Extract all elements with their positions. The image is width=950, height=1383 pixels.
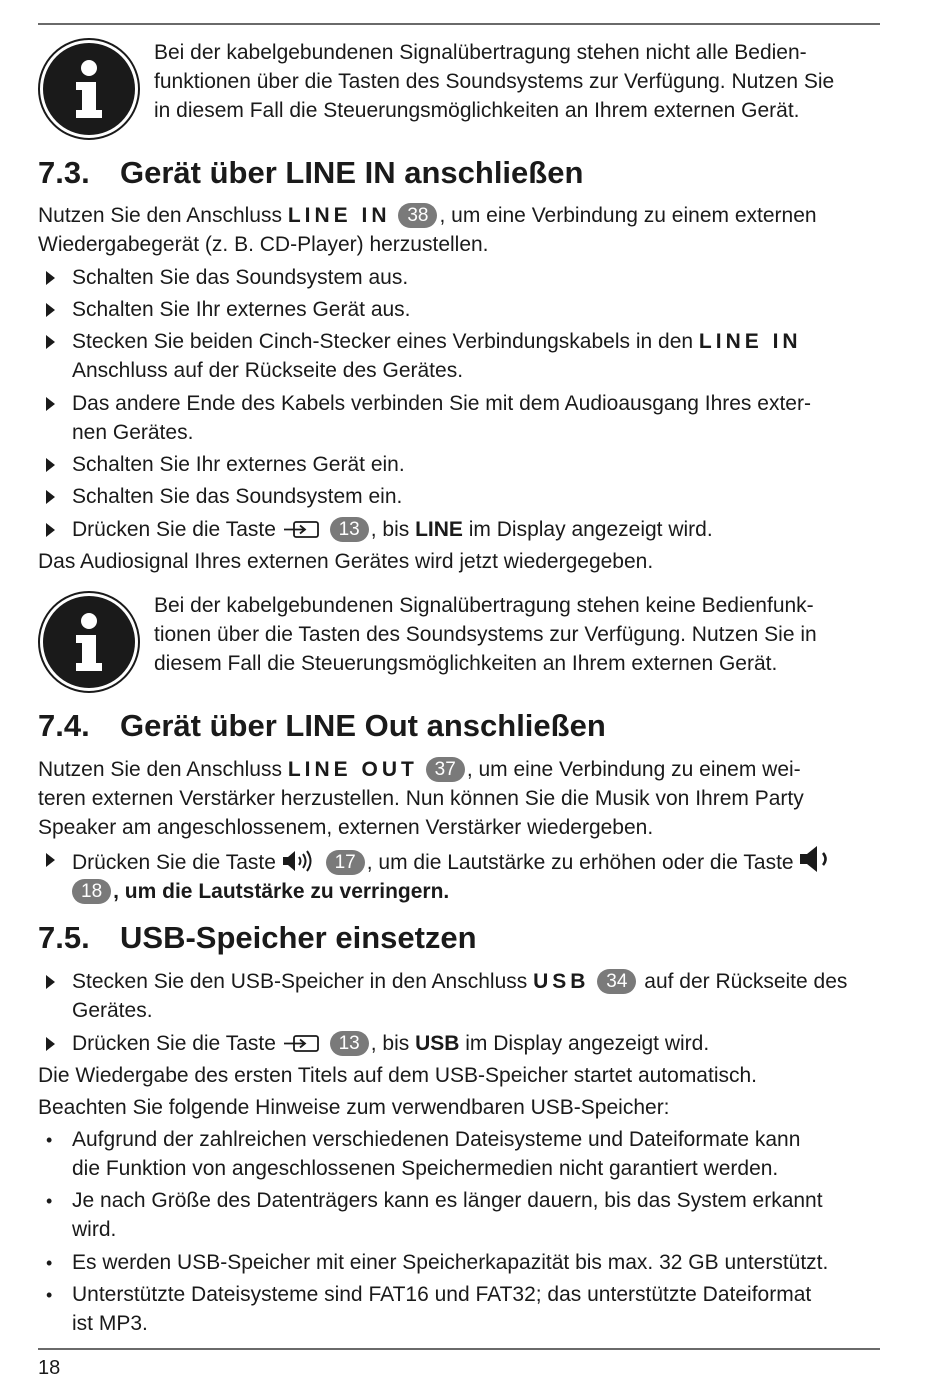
section-title: Gerät über LINE IN anschließen [120,155,584,190]
section-title: USB-Speicher einsetzen [120,920,477,955]
text: im Display angezeigt wird. [459,1032,710,1055]
text: wird. [72,1218,117,1241]
part-number-badge: 18 [72,879,111,904]
part-number-badge: 34 [597,969,636,994]
info-icon [38,591,140,693]
text: , um die Lautstärke zu erhöhen oder die Taste [366,851,800,874]
list-item-text: Schalten Sie das Soundsystem ein. [72,485,403,508]
keyword: USB [533,970,590,993]
text: Drücken Sie die Taste [72,1032,282,1055]
paragraph: Speaker am angeschlossenem, externen Verstärker wiedergeben. [38,816,654,839]
text: , um eine Verbindung zu einem externen [439,204,817,227]
paragraph: Beachten Sie folgende Hinweise zum verwendbaren USB-Speicher: [38,1096,670,1119]
section-heading-7-3 [38,154,583,192]
info-icon [38,38,140,140]
section-title: Gerät über LINE Out anschließen [120,708,606,743]
dot-bullet-icon: • [46,1253,53,1273]
part-number-badge: 38 [398,203,437,228]
text: Das andere Ende des Kabels verbinden Sie mit dem Audioausgang Ihres exter- [72,392,811,415]
paragraph: Die Wiedergabe des ersten Titels auf dem USB-Speicher startet automatisch. [38,1064,758,1087]
section-heading-7-5 [38,919,477,957]
list-item-text [72,967,880,1025]
paragraph [38,755,880,784]
keyword: USB [415,1032,460,1055]
part-number-badge: 17 [326,850,365,875]
text: nen Gerätes. [72,421,194,444]
paragraph: Das Audiosignal Ihres externen Gerätes wird jetzt wiedergegeben. [38,550,654,573]
section-number: 7.4. [38,708,90,743]
text: Stecken Sie beiden Cinch-Stecker eines Verbindungskabels in den [72,330,699,353]
dot-bullet-icon: • [46,1191,53,1211]
list-item-text [72,1186,880,1244]
info-note-line: Bei der kabelgebundenen Signalübertragung stehen keine Bedienfunk- [154,594,814,617]
input-source-icon [282,1032,322,1054]
info-note-line: tionen über die Tasten des Soundsystems zur Verfügung. Nutzen Sie in [154,623,817,646]
list-item-text [72,515,880,544]
text: Gerätes. [72,999,153,1022]
text: Nutzen Sie den Anschluss [38,758,288,781]
volume-down-icon [799,845,833,873]
section-heading-7-4 [38,707,606,745]
list-item-text: Es werden USB-Speicher mit einer Speicherkapazität bis max. 32 GB unterstützt. [72,1251,829,1274]
list-item-text [72,845,880,906]
text: Nutzen Sie den Anschluss [38,204,288,227]
info-note-line: Bei der kabelgebundenen Signalübertragung stehen nicht alle Bedien- [154,41,807,64]
triangle-bullet-icon [46,458,55,472]
list-item-text [72,389,880,447]
text: , um die Lautstärke zu verringern. [113,880,450,903]
list-item-text: Schalten Sie das Soundsystem aus. [72,266,409,289]
text: Stecken Sie den USB-Speicher in den Anschluss [72,970,534,993]
triangle-bullet-icon [46,303,55,317]
triangle-bullet-icon [46,853,55,867]
text: auf der Rückseite des [638,970,848,993]
section-number: 7.5. [38,920,90,955]
paragraph: teren externen Verstärker herzustellen. Nun können Sie die Musik von Ihrem Party [38,787,804,810]
list-item-text [72,327,880,385]
text: Aufgrund der zahlreichen verschiedenen Dateisysteme und Dateiformate kann [72,1128,801,1151]
keyword: LINE [415,518,463,541]
paragraph [38,201,880,230]
list-item-text [72,1029,880,1058]
dot-bullet-icon: • [46,1285,53,1305]
keyword: LINE OUT [287,758,418,781]
triangle-bullet-icon [46,271,55,285]
info-note-line: in diesem Fall die Steuerungsmöglichkeiten an Ihrem externen Gerät. [154,99,800,122]
text: Unterstützte Dateisysteme sind FAT16 und FAT32; das unterstützte Dateiformat [72,1283,812,1306]
text: die Funktion von angeschlossenen Speichermedien nicht garantiert werden. [72,1157,779,1180]
volume-up-icon [282,849,318,873]
top-rule [38,23,880,25]
triangle-bullet-icon [46,490,55,504]
page-number: 18 [38,1357,61,1379]
list-item-text [72,1280,880,1338]
info-note-line: funktionen über die Tasten des Soundsystems zur Verfügung. Nutzen Sie [154,70,835,93]
list-item-text: Schalten Sie Ihr externes Gerät ein. [72,453,405,476]
bottom-rule [38,1348,880,1350]
text: ist MP3. [72,1312,148,1335]
dot-bullet-icon: • [46,1130,53,1150]
keyword: LINE IN [698,330,802,353]
section-number: 7.3. [38,155,90,190]
triangle-bullet-icon [46,523,55,537]
list-item-text [72,1125,880,1183]
paragraph: Wiedergabegerät (z. B. CD-Player) herzustellen. [38,233,489,256]
part-number-badge: 37 [426,757,465,782]
triangle-bullet-icon [46,335,55,349]
part-number-badge: 13 [330,1031,369,1056]
triangle-bullet-icon [46,1037,55,1051]
text: Drücken Sie die Taste [72,518,282,541]
text: Drücken Sie die Taste [72,851,282,874]
text: , bis [370,518,416,541]
info-note-line: diesem Fall die Steuerungsmöglichkeiten an Ihrem externen Gerät. [154,652,778,675]
text: , bis [370,1032,416,1055]
list-item-text: Schalten Sie Ihr externes Gerät aus. [72,298,411,321]
part-number-badge: 13 [330,517,369,542]
triangle-bullet-icon [46,975,55,989]
text: im Display angezeigt wird. [462,518,713,541]
triangle-bullet-icon [46,397,55,411]
text: Je nach Größe des Datenträgers kann es länger dauern, bis das System erkannt [72,1189,823,1212]
input-source-icon [282,518,322,540]
text: Anschluss auf der Rückseite des Gerätes. [72,359,464,382]
keyword: LINE IN [287,204,391,227]
text: , um eine Verbindung zu einem wei- [466,758,801,781]
